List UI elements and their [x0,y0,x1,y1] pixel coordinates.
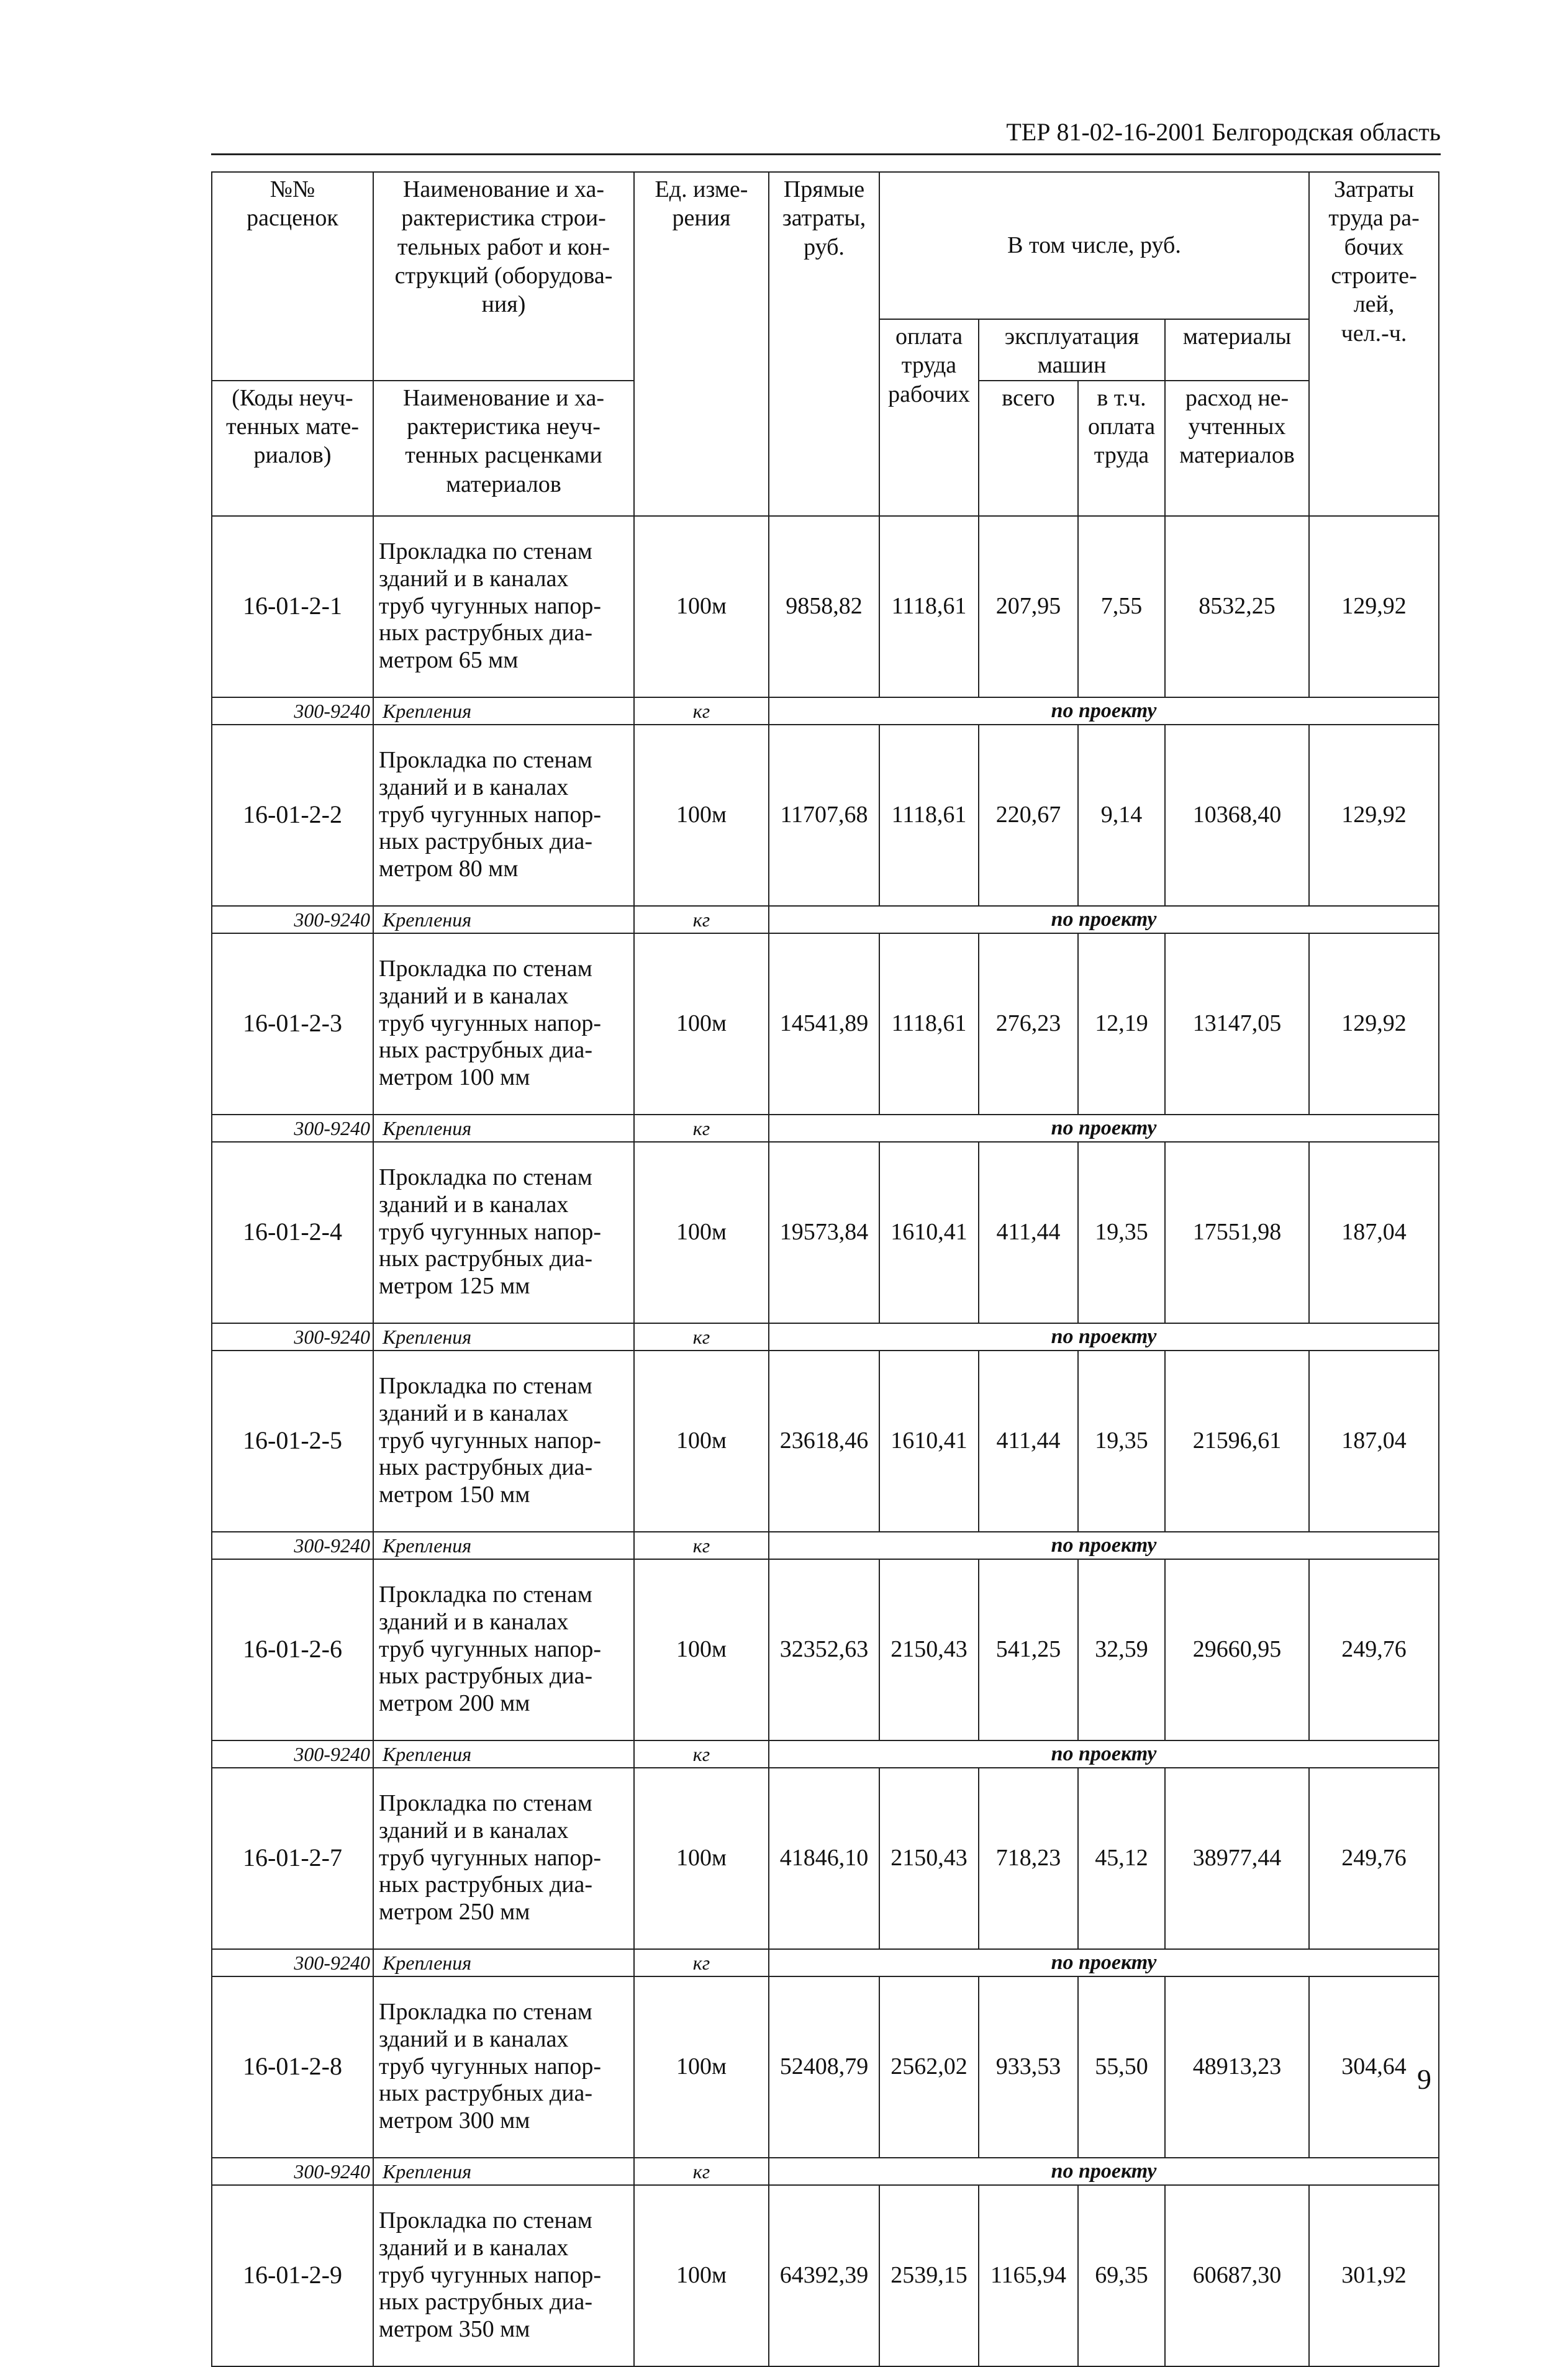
material-unit: кг [634,697,769,725]
labor-hours-cell: 301,92 [1309,2185,1439,2366]
machines-total-cell: 276,23 [979,933,1078,1115]
labor-hours-cell: 129,92 [1309,933,1439,1115]
material-code: 300-9240 [212,2158,373,2185]
material-name: Крепления [373,906,634,933]
material-row [212,697,1439,725]
unit-cell: 100м [634,1559,769,1740]
rate-code: 16-01-2-6 [212,1559,373,1740]
table-row [212,1351,1439,1532]
material-unit: кг [634,1532,769,1559]
unit-cell: 100м [634,725,769,906]
material-unit: кг [634,906,769,933]
unit-cell: 100м [634,1768,769,1949]
header-name-sub: Наименование и ха- рактеристика неуч- тенных расценками материалов [373,381,634,516]
material-code: 300-9240 [212,1115,373,1142]
labor-hours-cell: 187,04 [1309,1142,1439,1323]
machines-total-cell: 933,53 [979,1976,1078,2158]
material-row [212,1323,1439,1351]
price-table [211,171,1439,2367]
machines-labor-cell: 45,12 [1078,1768,1165,1949]
unit-cell: 100м [634,2185,769,2366]
material-code: 300-9240 [212,906,373,933]
table-row [212,1768,1439,1949]
material-name: Крепления [373,1949,634,1976]
unit-cell: 100м [634,1976,769,2158]
material-code: 300-9240 [212,697,373,725]
material-unit: кг [634,1949,769,1976]
rate-code: 16-01-2-7 [212,1768,373,1949]
direct-costs-cell: 14541,89 [769,933,879,1115]
materials-cell: 17551,98 [1165,1142,1309,1323]
machines-labor-cell: 19,35 [1078,1142,1165,1323]
material-name: Крепления [373,1115,634,1142]
material-row [212,1532,1439,1559]
header-labor-hours: Затраты труда ра- бочих строите- лей, чел.-ч. [1309,172,1439,516]
material-quantity: по проекту [769,1115,1439,1142]
header-machines: эксплуатация машин [979,319,1165,381]
materials-cell: 38977,44 [1165,1768,1309,1949]
materials-cell: 29660,95 [1165,1559,1309,1740]
labor-hours-cell: 187,04 [1309,1351,1439,1532]
material-code: 300-9240 [212,1532,373,1559]
rate-code: 16-01-2-3 [212,933,373,1115]
material-row [212,2158,1439,2185]
labor-hours-cell: 129,92 [1309,516,1439,697]
machines-total-cell: 541,25 [979,1559,1078,1740]
material-code: 300-9240 [212,1740,373,1768]
work-description: Прокладка по стенам зданий и в каналах труб чугунных напор- ных раструбных диа- метром 350 мм [373,2185,634,2366]
header-unit: Ед. изме- рения [634,172,769,516]
work-description: Прокладка по стенам зданий и в каналах труб чугунных напор- ных раструбных диа- метром 250 мм [373,1768,634,1949]
machines-total-cell: 411,44 [979,1351,1078,1532]
machines-labor-cell: 12,19 [1078,933,1165,1115]
material-row [212,906,1439,933]
page-number: 9 [1417,2063,1431,2095]
materials-cell: 8532,25 [1165,516,1309,697]
machines-labor-cell: 19,35 [1078,1351,1165,1532]
header-code-sub: (Коды неуч- тенных мате- риалов) [212,381,373,516]
materials-cell: 13147,05 [1165,933,1309,1115]
header-machines-labor: в т.ч. оплата труда [1078,381,1165,516]
header-including: В том числе, руб. [879,172,1309,319]
machines-labor-cell: 32,59 [1078,1559,1165,1740]
table-row [212,1976,1439,2158]
materials-cell: 21596,61 [1165,1351,1309,1532]
material-name: Крепления [373,2158,634,2185]
unit-cell: 100м [634,1351,769,1532]
rate-code: 16-01-2-2 [212,725,373,906]
work-description: Прокладка по стенам зданий и в каналах труб чугунных напор- ных раструбных диа- метром 150 мм [373,1351,634,1532]
table-row [212,933,1439,1115]
labor-pay-cell: 2539,15 [879,2185,979,2366]
material-row [212,1949,1439,1976]
direct-costs-cell: 52408,79 [769,1976,879,2158]
rate-code: 16-01-2-8 [212,1976,373,2158]
materials-cell: 10368,40 [1165,725,1309,906]
machines-labor-cell: 7,55 [1078,516,1165,697]
machines-labor-cell: 55,50 [1078,1976,1165,2158]
table-row [212,1559,1439,1740]
table-row [212,1142,1439,1323]
labor-pay-cell: 1610,41 [879,1142,979,1323]
material-name: Крепления [373,1323,634,1351]
labor-hours-cell: 249,76 [1309,1768,1439,1949]
page-header [211,115,1441,155]
work-description: Прокладка по стенам зданий и в каналах труб чугунных напор- ных раструбных диа- метром 100 мм [373,933,634,1115]
machines-total-cell: 718,23 [979,1768,1078,1949]
material-code: 300-9240 [212,1323,373,1351]
labor-hours-cell: 249,76 [1309,1559,1439,1740]
direct-costs-cell: 41846,10 [769,1768,879,1949]
labor-pay-cell: 2150,43 [879,1768,979,1949]
table-row [212,2185,1439,2366]
header-machines-total: всего [979,381,1078,516]
material-name: Крепления [373,1532,634,1559]
material-unit: кг [634,1740,769,1768]
material-quantity: по проекту [769,697,1439,725]
materials-cell: 60687,30 [1165,2185,1309,2366]
rate-code: 16-01-2-4 [212,1142,373,1323]
table-row [212,725,1439,906]
machines-total-cell: 1165,94 [979,2185,1078,2366]
direct-costs-cell: 19573,84 [769,1142,879,1323]
header-materials: материалы [1165,319,1309,381]
rate-code: 16-01-2-5 [212,1351,373,1532]
work-description: Прокладка по стенам зданий и в каналах труб чугунных напор- ных раструбных диа- метром 200 мм [373,1559,634,1740]
rate-code: 16-01-2-1 [212,516,373,697]
table-row [212,516,1439,697]
labor-pay-cell: 1118,61 [879,933,979,1115]
material-unit: кг [634,1323,769,1351]
unit-cell: 100м [634,933,769,1115]
material-row [212,1740,1439,1768]
work-description: Прокладка по стенам зданий и в каналах труб чугунных напор- ных раструбных диа- метром 125 мм [373,1142,634,1323]
header-direct-costs: Прямые затраты, руб. [769,172,879,516]
work-description: Прокладка по стенам зданий и в каналах труб чугунных напор- ных раструбных диа- метром 300 мм [373,1976,634,2158]
machines-total-cell: 411,44 [979,1142,1078,1323]
material-quantity: по проекту [769,2158,1439,2185]
header-name: Наименование и ха- рактеристика строи- тельных работ и кон- струкций (оборудова- ния) [373,172,634,319]
machines-labor-cell: 69,35 [1078,2185,1165,2366]
labor-hours-cell: 129,92 [1309,725,1439,906]
rate-code: 16-01-2-9 [212,2185,373,2366]
material-unit: кг [634,1115,769,1142]
table-body [212,172,1439,2366]
direct-costs-cell: 23618,46 [769,1351,879,1532]
material-row [212,1115,1439,1142]
direct-costs-cell: 9858,82 [769,516,879,697]
header-labor-pay: оплата труда рабочих [879,319,979,516]
direct-costs-cell: 64392,39 [769,2185,879,2366]
work-description: Прокладка по стенам зданий и в каналах труб чугунных напор- ных раструбных диа- метром 80 мм [373,725,634,906]
material-name: Крепления [373,1740,634,1768]
labor-pay-cell: 1118,61 [879,725,979,906]
header-code: №№ расценок [212,172,373,319]
material-quantity: по проекту [769,906,1439,933]
header-row-1 [212,172,1439,319]
work-description: Прокладка по стенам зданий и в каналах труб чугунных напор- ных раструбных диа- метром 65 мм [373,516,634,697]
labor-pay-cell: 1610,41 [879,1351,979,1532]
machines-total-cell: 207,95 [979,516,1078,697]
material-quantity: по проекту [769,1323,1439,1351]
machines-total-cell: 220,67 [979,725,1078,906]
labor-pay-cell: 2562,02 [879,1976,979,2158]
document-title: ТЕР 81-02-16-2001 Белгородская область [1006,118,1441,146]
materials-cell: 48913,23 [1165,1976,1309,2158]
unit-cell: 100м [634,1142,769,1323]
labor-pay-cell: 1118,61 [879,516,979,697]
material-code: 300-9240 [212,1949,373,1976]
machines-labor-cell: 9,14 [1078,725,1165,906]
direct-costs-cell: 11707,68 [769,725,879,906]
material-unit: кг [634,2158,769,2185]
material-name: Крепления [373,697,634,725]
material-quantity: по проекту [769,1532,1439,1559]
material-quantity: по проекту [769,1949,1439,1976]
labor-hours-cell: 304,64 [1309,1976,1439,2158]
unit-cell: 100м [634,516,769,697]
header-materials-sub: расход не- учтенных материалов [1165,381,1309,516]
labor-pay-cell: 2150,43 [879,1559,979,1740]
direct-costs-cell: 32352,63 [769,1559,879,1740]
material-quantity: по проекту [769,1740,1439,1768]
